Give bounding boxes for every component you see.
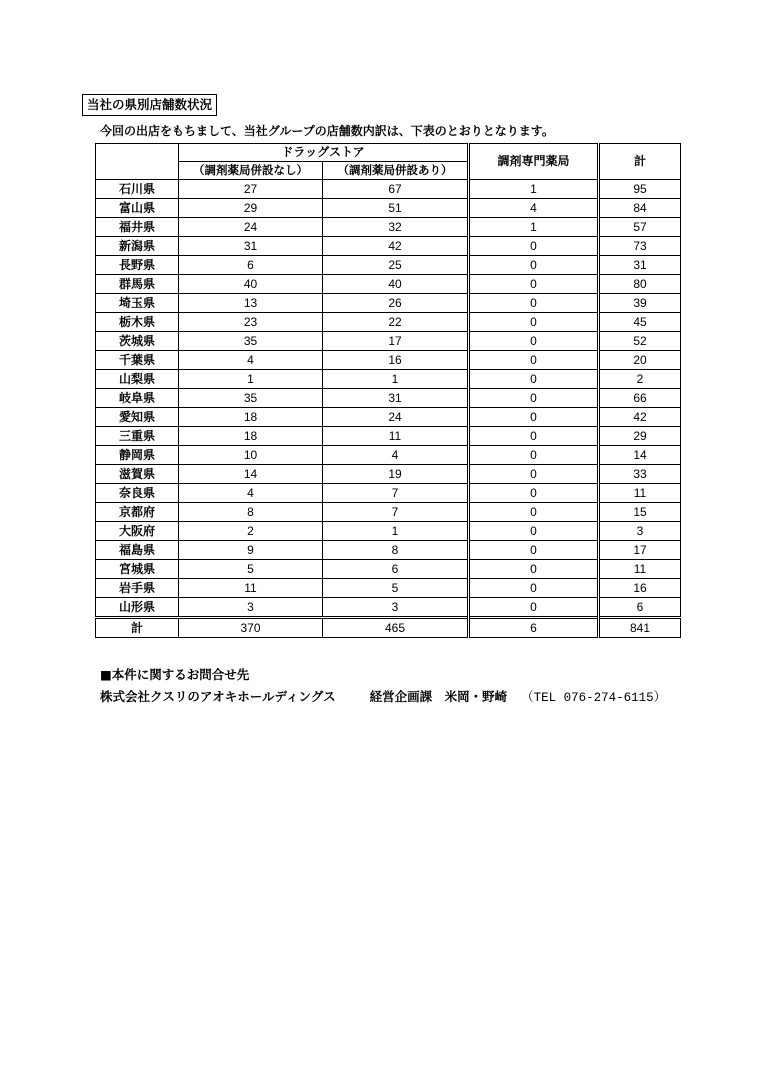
prefecture-cell: 石川県 [96,180,179,199]
dispensing-only-cell: 1 [469,218,599,237]
no-dispensing-cell: 18 [179,427,323,446]
prefecture-cell: 奈良県 [96,484,179,503]
contact-phone: （TEL 076-274-6115） [521,691,667,705]
prefecture-cell: 静岡県 [96,446,179,465]
with-dispensing-cell: 42 [323,237,469,256]
with-dispensing-cell: 16 [323,351,469,370]
table-row [96,465,681,484]
with-dispensing-cell: 6 [323,560,469,579]
with-dispensing-cell: 17 [323,332,469,351]
total-no-dispensing: 370 [179,618,323,638]
table-row [96,332,681,351]
no-dispensing-cell: 6 [179,256,323,275]
table-row [96,598,681,618]
dispensing-only-cell: 0 [469,484,599,503]
row-total-cell: 14 [599,446,681,465]
no-dispensing-cell: 9 [179,541,323,560]
store-count-table [95,143,681,638]
dispensing-only-cell: 0 [469,503,599,522]
dispensing-only-cell: 0 [469,560,599,579]
no-dispensing-cell: 40 [179,275,323,294]
table-row [96,237,681,256]
row-total-cell: 16 [599,579,681,598]
prefecture-cell: 新潟県 [96,237,179,256]
prefecture-cell: 福島県 [96,541,179,560]
prefecture-cell: 三重県 [96,427,179,446]
row-total-cell: 80 [599,275,681,294]
grand-total: 841 [599,618,681,638]
prefecture-cell: 山形県 [96,598,179,618]
section-heading: 当社の県別店舗数状況 [82,94,217,116]
prefecture-cell: 宮城県 [96,560,179,579]
with-dispensing-cell: 40 [323,275,469,294]
row-total-cell: 11 [599,560,681,579]
with-dispensing-cell: 31 [323,389,469,408]
row-total-cell: 15 [599,503,681,522]
table-row [96,522,681,541]
drugstore-group-header: ドラッグストア [179,144,469,162]
prefecture-cell: 京都府 [96,503,179,522]
dispensing-only-cell: 0 [469,541,599,560]
with-dispensing-cell: 3 [323,598,469,618]
row-total-cell: 3 [599,522,681,541]
table-row [96,370,681,389]
with-dispensing-cell: 19 [323,465,469,484]
no-dispensing-cell: 1 [179,370,323,389]
with-dispensing-cell: 1 [323,522,469,541]
table-row [96,218,681,237]
row-total-cell: 57 [599,218,681,237]
table-row [96,351,681,370]
no-dispensing-cell: 4 [179,351,323,370]
no-dispensing-cell: 13 [179,294,323,313]
row-total-cell: 20 [599,351,681,370]
table-row [96,313,681,332]
with-dispensing-cell: 1 [323,370,469,389]
intro-text: 今回の出店をもちまして、当社グループの店舗数内訳は、下表のとおりとなります。 [100,124,554,138]
dispensing-only-cell: 0 [469,389,599,408]
contact-line [100,689,666,706]
corner-header-cell [96,144,179,180]
no-dispensing-cell: 5 [179,560,323,579]
prefecture-cell: 栃木県 [96,313,179,332]
dispensing-only-cell: 0 [469,408,599,427]
prefecture-cell: 埼玉県 [96,294,179,313]
no-dispensing-cell: 27 [179,180,323,199]
dispensing-only-cell: 0 [469,313,599,332]
with-dispensing-cell: 25 [323,256,469,275]
table-row [96,180,681,199]
table-row [96,427,681,446]
dispensing-only-cell: 4 [469,199,599,218]
with-dispensing-cell: 67 [323,180,469,199]
no-dispensing-cell: 35 [179,389,323,408]
dispensing-only-cell: 0 [469,579,599,598]
row-total-cell: 73 [599,237,681,256]
table-row [96,560,681,579]
prefecture-cell: 長野県 [96,256,179,275]
table-row [96,579,681,598]
dispensing-only-header: 調剤専門薬局 [469,144,599,180]
with-dispensing-cell: 7 [323,484,469,503]
with-dispensing-cell: 51 [323,199,469,218]
table-row [96,275,681,294]
prefecture-cell: 山梨県 [96,370,179,389]
contact-company: 株式会社クスリのアオキホールディングス [100,689,336,704]
table-row [96,199,681,218]
prefecture-cell: 千葉県 [96,351,179,370]
row-total-cell: 2 [599,370,681,389]
dispensing-only-cell: 0 [469,351,599,370]
dispensing-only-cell: 1 [469,180,599,199]
total-dispensing-only: 6 [469,618,599,638]
table-row [96,256,681,275]
row-total-cell: 42 [599,408,681,427]
dispensing-only-cell: 0 [469,465,599,484]
no-dispensing-cell: 3 [179,598,323,618]
with-dispensing-cell: 32 [323,218,469,237]
no-dispensing-cell: 11 [179,579,323,598]
prefecture-cell: 大阪府 [96,522,179,541]
contact-department: 経営企画課 米岡・野崎 [369,689,508,704]
row-total-cell: 11 [599,484,681,503]
row-total-cell: 31 [599,256,681,275]
prefecture-cell: 茨城県 [96,332,179,351]
with-dispensing-cell: 5 [323,579,469,598]
prefecture-cell: 富山県 [96,199,179,218]
table-row [96,294,681,313]
table-row [96,408,681,427]
dispensing-only-cell: 0 [469,275,599,294]
total-column-header: 計 [599,144,681,180]
with-dispensing-cell: 24 [323,408,469,427]
table-row [96,389,681,408]
prefecture-cell: 岩手県 [96,579,179,598]
row-total-cell: 17 [599,541,681,560]
dispensing-only-cell: 0 [469,427,599,446]
total-row [96,618,681,638]
no-dispensing-cell: 31 [179,237,323,256]
contact-title: ■本件に関するお問合せ先 [100,667,250,682]
row-total-cell: 29 [599,427,681,446]
with-dispensing-cell: 4 [323,446,469,465]
row-total-cell: 45 [599,313,681,332]
row-total-cell: 84 [599,199,681,218]
no-dispensing-cell: 8 [179,503,323,522]
total-with-dispensing: 465 [323,618,469,638]
prefecture-cell: 愛知県 [96,408,179,427]
prefecture-cell: 滋賀県 [96,465,179,484]
no-dispensing-cell: 4 [179,484,323,503]
row-total-cell: 66 [599,389,681,408]
no-dispensing-cell: 18 [179,408,323,427]
prefecture-cell: 群馬県 [96,275,179,294]
dispensing-only-cell: 0 [469,598,599,618]
no-dispensing-header: （調剤薬局併設なし） [179,162,323,180]
prefecture-cell: 福井県 [96,218,179,237]
no-dispensing-cell: 35 [179,332,323,351]
with-dispensing-cell: 11 [323,427,469,446]
table-row [96,541,681,560]
no-dispensing-cell: 2 [179,522,323,541]
dispensing-only-cell: 0 [469,237,599,256]
with-dispensing-cell: 26 [323,294,469,313]
dispensing-only-cell: 0 [469,332,599,351]
row-total-cell: 95 [599,180,681,199]
table-row [96,484,681,503]
with-dispensing-cell: 7 [323,503,469,522]
table-row [96,446,681,465]
no-dispensing-cell: 10 [179,446,323,465]
no-dispensing-cell: 29 [179,199,323,218]
with-dispensing-cell: 8 [323,541,469,560]
table-row [96,503,681,522]
with-dispensing-cell: 22 [323,313,469,332]
no-dispensing-cell: 23 [179,313,323,332]
dispensing-only-cell: 0 [469,370,599,389]
dispensing-only-cell: 0 [469,294,599,313]
dispensing-only-cell: 0 [469,256,599,275]
row-total-cell: 39 [599,294,681,313]
no-dispensing-cell: 24 [179,218,323,237]
dispensing-only-cell: 0 [469,446,599,465]
no-dispensing-cell: 14 [179,465,323,484]
dispensing-only-cell: 0 [469,522,599,541]
row-total-cell: 6 [599,598,681,618]
with-dispensing-header: （調剤薬局併設あり） [323,162,469,180]
row-total-cell: 52 [599,332,681,351]
prefecture-cell: 岐阜県 [96,389,179,408]
total-label: 計 [96,618,179,638]
row-total-cell: 33 [599,465,681,484]
